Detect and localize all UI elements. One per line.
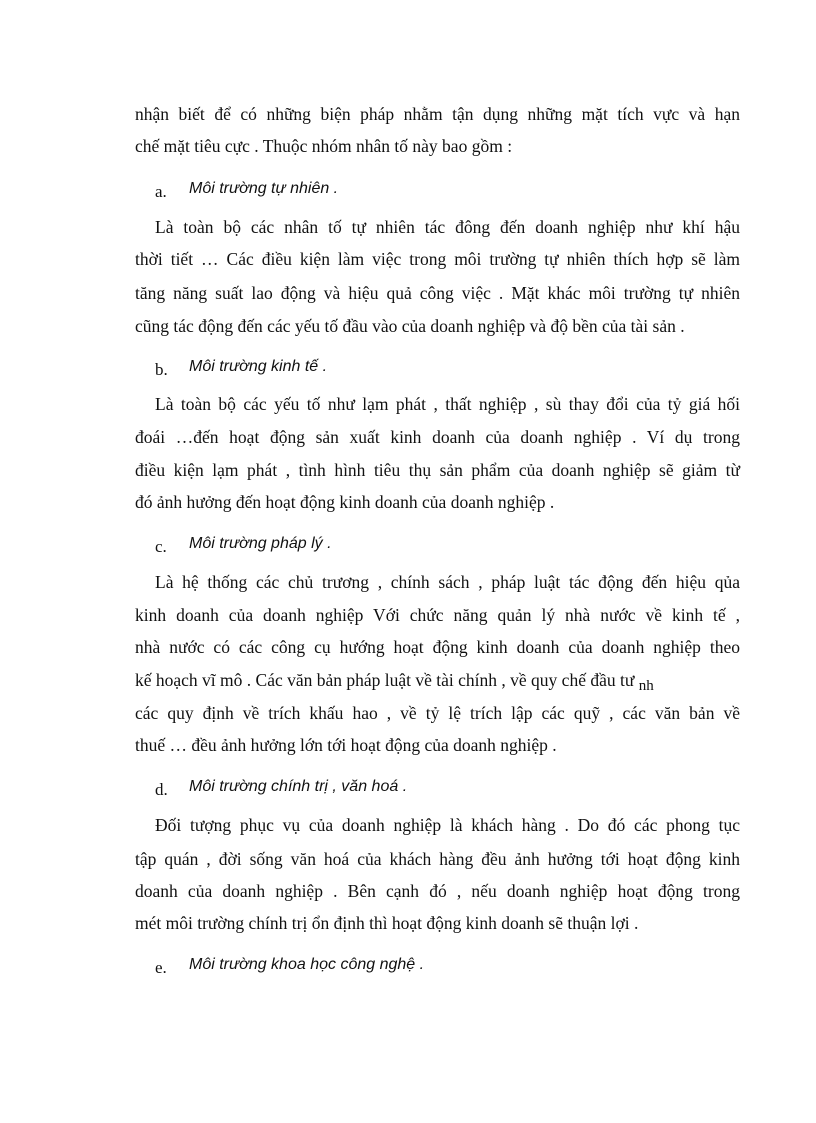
section-letter: a. xyxy=(155,182,167,201)
section-c-line-5: các quy định về trích khấu hao , về tỷ lệ trích lập các quỹ , các văn bản về xyxy=(135,703,740,723)
section-c-line-2: kinh doanh của doanh nghiệp Với chức năng quản lý nhà nước về kinh tế , xyxy=(135,605,740,625)
section-title: Môi trường khoa học công nghệ . xyxy=(189,956,425,973)
section-letter: e. xyxy=(155,958,167,977)
section-letter: c. xyxy=(155,537,167,556)
intro-line-2: chế mặt tiêu cực . Thuộc nhóm nhân tố này bao gồm : xyxy=(135,136,513,156)
intro-line-1: nhận biết để có những biện pháp nhằm tận dụng những mặt tích vực và hạn xyxy=(135,104,740,124)
section-letter: b. xyxy=(155,360,168,379)
section-heading-c xyxy=(155,532,332,555)
section-b-line-2: đoái …đến hoạt động sản xuất kinh doanh của doanh nghiệp . Ví dụ trong xyxy=(135,427,740,447)
section-b-line-4: đó ảnh hưởng đến hoạt động kinh doanh của doanh nghiệp . xyxy=(135,492,555,512)
section-a-line-4: cũng tác động đến các yếu tố đầu vào của doanh nghiệp và độ bền của tài sản . xyxy=(135,316,685,336)
section-d-line-2: tập quán , đời sống văn hoá của khách hàng đều ảnh hưởng tới hoạt động kinh xyxy=(135,849,740,869)
section-a-line-1: Là toàn bộ các nhân tố tự nhiên tác đông đến doanh nghiệp như khí hậu xyxy=(155,217,740,237)
section-b-line-3: điều kiện lạm phát , tình hình tiêu thụ sản phẩm của doanh nghiệp sẽ giảm từ xyxy=(135,460,740,480)
section-title: Môi trường tự nhiên . xyxy=(189,180,339,197)
section-d-line-3: doanh của doanh nghiệp . Bên cạnh đó , nếu doanh nghiệp hoạt động trong xyxy=(135,881,740,901)
section-a-line-3: tăng năng suất lao động và hiệu quả công việc . Mặt khác môi trường tự nhiên xyxy=(135,283,740,303)
section-letter: d. xyxy=(155,780,168,799)
section-heading-e xyxy=(155,953,424,976)
section-c-inline-suffix: nh xyxy=(638,678,654,694)
section-c-line-3: nhà nước có các công cụ hướng hoạt động kinh doanh của doanh nghiệp theo xyxy=(135,637,740,657)
section-a-line-2: thời tiết … Các điều kiện làm việc trong môi trường tự nhiên thích hợp sẽ làm xyxy=(135,249,740,269)
section-c-line-1: Là hệ thống các chủ trương , chính sách , pháp luật tác động đến hiệu qủa xyxy=(155,572,740,592)
section-heading-a xyxy=(155,177,338,200)
section-heading-d xyxy=(155,775,407,798)
section-d-line-4: mét môi trường chính trị ổn định thì hoạt động kinh doanh sẽ thuận lợi . xyxy=(135,913,639,933)
section-c-line-4-text: kế hoạch vĩ mô . Các văn bản pháp luật về tài chính , về quy chế đầu tư xyxy=(135,670,635,690)
section-c-line-4 xyxy=(135,669,740,693)
section-c-line-6: thuế … đều ảnh hưởng lớn tới hoạt động của doanh nghiệp . xyxy=(135,735,557,755)
section-title: Môi trường pháp lý . xyxy=(189,535,332,552)
section-heading-b xyxy=(155,355,327,378)
section-b-line-1: Là toàn bộ các yếu tố như lạm phát , thất nghiệp , sù thay đổi của tỷ giá hối xyxy=(155,394,740,414)
section-title: Môi trường chính trị , văn hoá . xyxy=(189,778,408,795)
section-d-line-1: Đối tượng phục vụ của doanh nghiệp là khách hàng . Do đó các phong tục xyxy=(155,815,740,835)
section-title: Môi trường kinh tế . xyxy=(189,358,328,375)
